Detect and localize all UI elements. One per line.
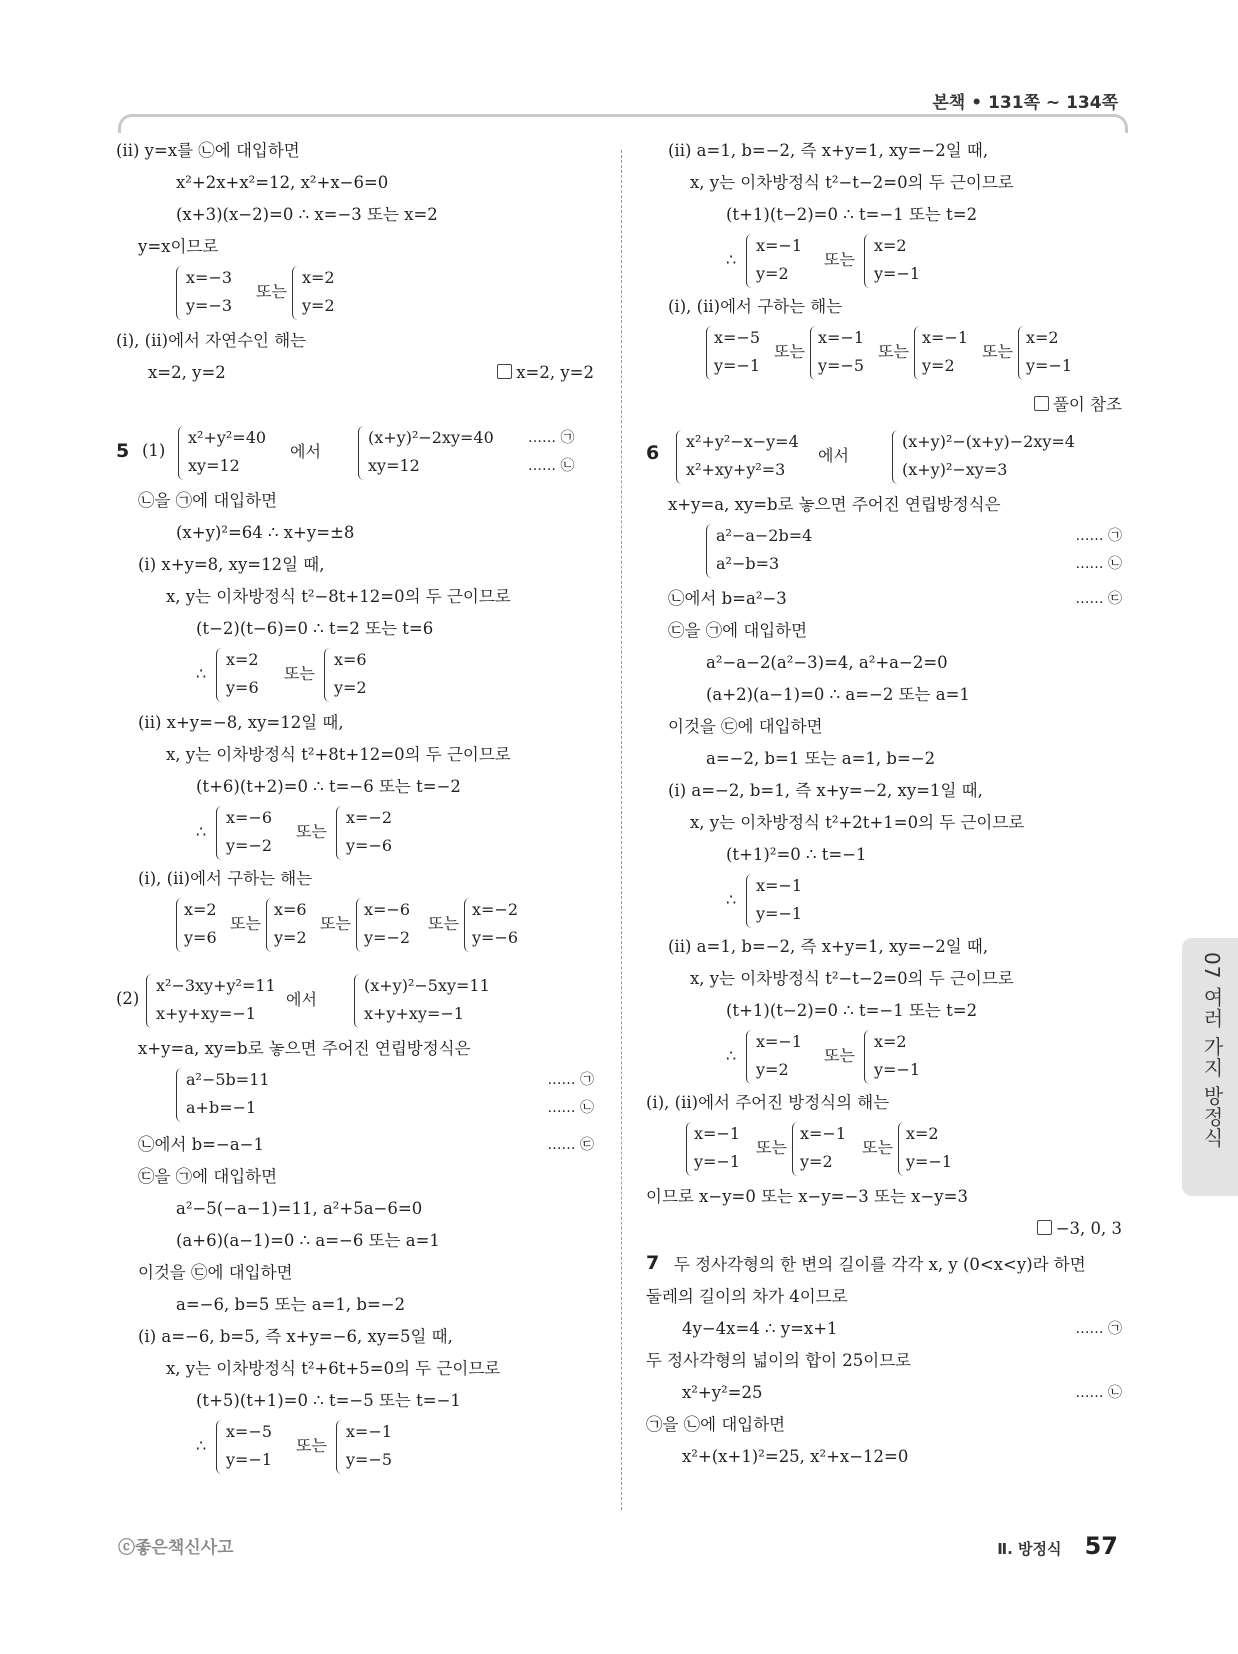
equation: x+y+xy=−1 <box>364 1004 464 1023</box>
header-bullet: • <box>971 93 983 113</box>
equation-system <box>196 1418 416 1478</box>
text-line: 이것을 ㉢에 대입하면 <box>138 1263 293 1282</box>
equation: x²−3xy+y²=11 <box>156 976 276 995</box>
brace <box>176 266 183 320</box>
or-word: 또는 <box>862 1138 893 1157</box>
header-pages: 131쪽 ~ 134쪽 <box>988 93 1118 113</box>
equation-tag: …… ㉠ <box>547 1072 594 1088</box>
equation: y=2 <box>756 1060 789 1079</box>
equation: x=2 <box>302 268 335 287</box>
or-word: 또는 <box>320 914 351 933</box>
brace <box>354 974 361 1028</box>
equation-line: a²−5(−a−1)=11, a²+5a−6=0 <box>176 1199 423 1218</box>
equation: a²−5b=11 <box>186 1070 270 1089</box>
text-line: x+y=a, xy=b로 놓으면 주어진 연립방정식은 <box>138 1039 471 1058</box>
text-line: (i), (ii)에서 구하는 해는 <box>138 869 313 888</box>
brace <box>706 524 713 578</box>
text-line: (i) a=−6, b=5, 즉 x+y=−6, xy=5일 때, <box>138 1327 453 1346</box>
text-line: y=x이므로 <box>138 237 219 256</box>
text-line: 두 정사각형의 넓이의 합이 25이므로 <box>646 1351 912 1370</box>
question-number <box>646 442 659 465</box>
brace <box>914 326 921 380</box>
equation: x=−6 <box>364 900 411 919</box>
equation-line: x²+(x+1)²=25, x²+x−12=0 <box>682 1447 909 1466</box>
or-word: 또는 <box>982 342 1013 361</box>
equation-line: x²+y²=25 <box>682 1383 763 1402</box>
equation-system <box>676 428 1122 488</box>
equation-tag: …… ㉢ <box>1075 591 1122 607</box>
question-number <box>116 440 129 463</box>
equation: y=−3 <box>186 296 233 315</box>
therefore-symbol: ∴ <box>726 890 737 909</box>
text-line: x, y는 이차방정식 t²−t−2=0의 두 근이므로 <box>690 173 1014 192</box>
equation: x=−2 <box>346 808 393 827</box>
equation: x²+y²−x−y=4 <box>686 432 799 451</box>
equation: x=2 <box>184 900 217 919</box>
equation: (x+y)²−5xy=11 <box>364 976 490 995</box>
question-number <box>646 1252 659 1275</box>
equation: x=−5 <box>714 328 761 347</box>
text-line: (ii) x+y=−8, xy=12일 때, <box>138 713 344 732</box>
brace <box>746 234 753 288</box>
equation: x=−6 <box>226 808 273 827</box>
text-line: x, y는 이차방정식 t²−t−2=0의 두 근이므로 <box>690 969 1014 988</box>
therefore-symbol: ∴ <box>196 822 207 841</box>
equation-line: (t+6)(t+2)=0 ∴ t=−6 또는 t=−2 <box>196 777 461 796</box>
equation-line: (t−2)(t−6)=0 ∴ t=2 또는 t=6 <box>196 619 434 638</box>
question-5-number: 5 <box>116 440 130 462</box>
question-7-number: 7 <box>646 1252 660 1274</box>
equation-line: a²−a−2(a²−3)=4, a²+a−2=0 <box>706 653 948 672</box>
equation-line: a=−2, b=1 또는 a=1, b=−2 <box>706 749 936 768</box>
equation-tag: …… ㉡ <box>528 458 575 474</box>
text-line: (i) x+y=8, xy=12일 때, <box>138 555 325 574</box>
answer <box>1034 394 1122 416</box>
text-line: (ii) a=1, b=−2, 즉 x+y=1, xy=−2일 때, <box>668 141 989 160</box>
equation-line: x=2, y=2 <box>148 363 226 382</box>
equation: a²−a−2b=4 <box>716 526 813 545</box>
equation-tag: …… ㉠ <box>1075 528 1122 544</box>
equation-line: (a+2)(a−1)=0 ∴ a=−2 또는 a=1 <box>706 685 970 704</box>
equation: y=2 <box>800 1152 833 1171</box>
equation: x=−3 <box>186 268 233 287</box>
answer-icon <box>1034 396 1049 411</box>
subquestion-label: (1) <box>142 441 166 460</box>
equation: y=−1 <box>756 904 803 923</box>
equation: x=−1 <box>346 1422 393 1441</box>
equation: (x+y)²−xy=3 <box>902 460 1008 479</box>
brace <box>810 326 817 380</box>
equation: y=2 <box>274 928 307 947</box>
equation-tag: …… ㉡ <box>1075 556 1122 572</box>
equation: y=−1 <box>694 1152 741 1171</box>
brace <box>706 326 713 380</box>
equation: x=−1 <box>694 1124 741 1143</box>
answer-text: 풀이 참조 <box>1052 395 1122 414</box>
equation: y=2 <box>922 356 955 375</box>
brace <box>336 806 343 860</box>
header-rule <box>118 114 1128 133</box>
equation: x=2 <box>874 236 907 255</box>
equation-system <box>686 1120 1006 1180</box>
text-word: 에서 <box>818 446 849 465</box>
equation: y=6 <box>184 928 217 947</box>
equation: (x+y)²−(x+y)−2xy=4 <box>902 432 1075 451</box>
answer-text: −3, 0, 3 <box>1055 1219 1122 1238</box>
equation-system <box>176 264 376 324</box>
brace <box>216 648 223 702</box>
text-line: ㉡을 ㉠에 대입하면 <box>138 491 278 510</box>
equation-tag: …… ㉠ <box>528 430 575 446</box>
equation-system <box>146 972 546 1032</box>
equation: x=2 <box>226 650 259 669</box>
equation: y=−1 <box>906 1152 953 1171</box>
brace <box>336 1420 343 1474</box>
equation-line: x²+2x+x²=12, x²+x−6=0 <box>176 173 389 192</box>
equation: x+y+xy=−1 <box>156 1004 256 1023</box>
equation-line: (t+5)(t+1)=0 ∴ t=−5 또는 t=−1 <box>196 1391 461 1410</box>
brace <box>324 648 331 702</box>
answer-text: x=2, y=2 <box>516 363 594 382</box>
text-line: (i), (ii)에서 구하는 해는 <box>668 297 843 316</box>
equation: y=−2 <box>364 928 411 947</box>
therefore-symbol: ∴ <box>726 1046 737 1065</box>
or-word: 또는 <box>824 250 855 269</box>
equation: x=−1 <box>756 236 803 255</box>
text-line: x+y=a, xy=b로 놓으면 주어진 연립방정식은 <box>668 495 1001 514</box>
equation: x=6 <box>334 650 367 669</box>
header-book: 본책 <box>932 93 966 113</box>
text-word: 에서 <box>290 442 321 461</box>
brace <box>358 426 365 480</box>
answer <box>1037 1218 1122 1240</box>
brace <box>216 1420 223 1474</box>
brace <box>898 1122 905 1176</box>
text-line: (ii) y=x를 ㉡에 대입하면 <box>116 141 300 160</box>
subquestion-label: (2) <box>116 989 140 1008</box>
answer-icon <box>1037 1220 1052 1235</box>
answer-icon <box>497 364 512 379</box>
brace <box>216 806 223 860</box>
answer <box>497 362 594 384</box>
equation-tag: …… ㉠ <box>1075 1321 1122 1337</box>
text-line: ㉠을 ㉡에 대입하면 <box>646 1415 786 1434</box>
equation-system <box>176 1066 594 1126</box>
equation: y=−1 <box>874 264 921 283</box>
or-word: 또는 <box>296 822 327 841</box>
text-word: 에서 <box>286 990 317 1009</box>
equation-system <box>178 424 594 484</box>
text-line: (i), (ii)에서 주어진 방정식의 해는 <box>646 1093 890 1112</box>
equation: y=6 <box>226 678 259 697</box>
equation: y=−5 <box>346 1450 393 1469</box>
equation: (x+y)²−2xy=40 <box>368 428 494 447</box>
equation-line: (t+1)(t−2)=0 ∴ t=−1 또는 t=2 <box>726 205 978 224</box>
chapter-side-tab <box>1182 938 1238 1196</box>
equation: y=−1 <box>714 356 761 375</box>
equation: xy=12 <box>368 456 420 475</box>
equation: x²+xy+y²=3 <box>686 460 786 479</box>
text-line: (i) a=−2, b=1, 즉 x+y=−2, xy=1일 때, <box>668 781 983 800</box>
page-header <box>932 88 1118 113</box>
brace <box>686 1122 693 1176</box>
text-line: 두 정사각형의 한 변의 길이를 각각 x, y (0<x<y)라 하면 <box>674 1255 1086 1274</box>
text-line: (i), (ii)에서 자연수인 해는 <box>116 331 307 350</box>
equation: x=−2 <box>472 900 519 919</box>
equation-system <box>726 1028 946 1088</box>
equation-line: (x+3)(x−2)=0 ∴ x=−3 또는 x=2 <box>176 205 438 224</box>
equation: a²−b=3 <box>716 554 780 573</box>
equation-tag: …… ㉢ <box>547 1137 594 1153</box>
equation-line: (x+y)²=64 ∴ x+y=±8 <box>176 523 355 542</box>
text-line: 이것을 ㉢에 대입하면 <box>668 717 823 736</box>
or-word: 또는 <box>256 282 287 301</box>
brace <box>792 1122 799 1176</box>
equation: y=−1 <box>1026 356 1073 375</box>
brace <box>864 1030 871 1084</box>
text-line: (ii) a=1, b=−2, 즉 x+y=1, xy=−2일 때, <box>668 937 989 956</box>
brace <box>1018 326 1025 380</box>
equation: y=2 <box>334 678 367 697</box>
equation-line: ㉡에서 b=−a−1 <box>138 1135 264 1154</box>
equation-system <box>726 872 866 932</box>
equation: y=−5 <box>818 356 865 375</box>
therefore-symbol: ∴ <box>196 1436 207 1455</box>
text-line: ㉢을 ㉠에 대입하면 <box>668 621 808 640</box>
equation-system <box>706 324 1122 384</box>
publisher-logo: ⓒ좋은책신사고 <box>118 1538 234 1558</box>
page-footer <box>997 1532 1118 1560</box>
page-number: 57 <box>1084 1532 1118 1560</box>
text-line: x, y는 이차방정식 t²−8t+12=0의 두 근이므로 <box>166 587 511 606</box>
equation: y=−2 <box>226 836 273 855</box>
equation: y=−6 <box>472 928 519 947</box>
text-line: x, y는 이차방정식 t²+8t+12=0의 두 근이므로 <box>166 745 511 764</box>
therefore-symbol: ∴ <box>196 664 207 683</box>
therefore-symbol: ∴ <box>726 250 737 269</box>
equation: x=2 <box>906 1124 939 1143</box>
equation-system <box>176 896 576 956</box>
brace <box>178 426 185 480</box>
brace <box>864 234 871 288</box>
brace <box>176 1068 183 1122</box>
equation: x=−5 <box>226 1422 273 1441</box>
equation-line: a=−6, b=5 또는 a=1, b=−2 <box>176 1295 406 1314</box>
section-label: Ⅱ. 방정식 <box>997 1540 1062 1558</box>
equation-line: ㉡에서 b=a²−3 <box>668 589 787 608</box>
equation: y=−1 <box>874 1060 921 1079</box>
equation: y=2 <box>756 264 789 283</box>
brace <box>266 898 273 952</box>
or-word: 또는 <box>878 342 909 361</box>
equation-line: (t+1)²=0 ∴ t=−1 <box>726 845 867 864</box>
or-word: 또는 <box>230 914 261 933</box>
brace <box>356 898 363 952</box>
text-line: ㉢을 ㉠에 대입하면 <box>138 1167 278 1186</box>
brace <box>146 974 153 1028</box>
brace <box>746 874 753 928</box>
equation: x=6 <box>274 900 307 919</box>
brace <box>746 1030 753 1084</box>
equation-system <box>706 522 1122 582</box>
equation: x=−1 <box>922 328 969 347</box>
brace <box>892 430 899 484</box>
or-word: 또는 <box>284 664 315 683</box>
equation-system <box>726 232 946 292</box>
text-line: x, y는 이차방정식 t²+2t+1=0의 두 근이므로 <box>690 813 1025 832</box>
equation-system <box>196 804 416 864</box>
text-line: x, y는 이차방정식 t²+6t+5=0의 두 근이므로 <box>166 1359 501 1378</box>
text-line: 둘레의 길이의 차가 4이므로 <box>646 1287 848 1306</box>
equation: x=−1 <box>756 1032 803 1051</box>
brace <box>676 430 683 484</box>
equation-line: 4y−4x=4 ∴ y=x+1 <box>682 1319 838 1338</box>
equation: x²+y²=40 <box>188 428 267 447</box>
equation: y=−1 <box>226 1450 273 1469</box>
equation-tag: …… ㉡ <box>547 1100 594 1116</box>
equation: x=−1 <box>818 328 865 347</box>
or-word: 또는 <box>774 342 805 361</box>
question-6-number: 6 <box>646 442 660 464</box>
column-divider <box>621 150 622 1510</box>
text-line: 이므로 x−y=0 또는 x−y=−3 또는 x−y=3 <box>646 1187 968 1206</box>
equation: a+b=−1 <box>186 1098 257 1117</box>
or-word: 또는 <box>296 1436 327 1455</box>
equation: xy=12 <box>188 456 240 475</box>
equation-line: (t+1)(t−2)=0 ∴ t=−1 또는 t=2 <box>726 1001 978 1020</box>
equation: x=−1 <box>800 1124 847 1143</box>
brace <box>464 898 471 952</box>
equation-system <box>196 646 396 706</box>
or-word: 또는 <box>428 914 459 933</box>
or-word: 또는 <box>756 1138 787 1157</box>
equation: y=2 <box>302 296 335 315</box>
equation: x=2 <box>1026 328 1059 347</box>
chapter-title: 07 여러 가지 방정식 <box>1200 952 1224 1149</box>
equation-tag: …… ㉡ <box>1075 1385 1122 1401</box>
equation: y=−6 <box>346 836 393 855</box>
brace <box>292 266 299 320</box>
equation: x=2 <box>874 1032 907 1051</box>
brace <box>176 898 183 952</box>
equation: x=−1 <box>756 876 803 895</box>
equation-line: (a+6)(a−1)=0 ∴ a=−6 또는 a=1 <box>176 1231 440 1250</box>
or-word: 또는 <box>824 1046 855 1065</box>
